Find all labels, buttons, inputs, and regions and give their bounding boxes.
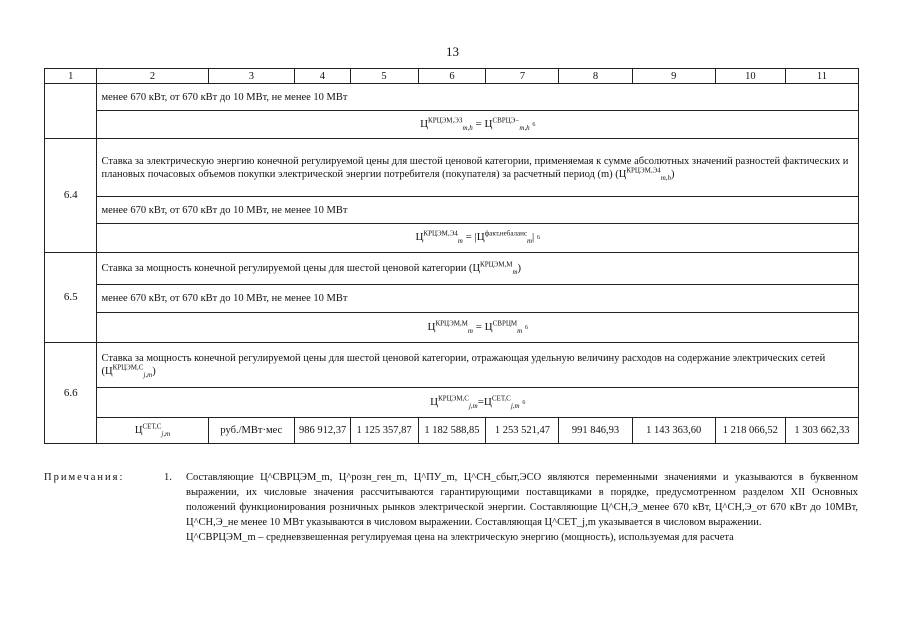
col-header: 7 bbox=[486, 69, 559, 84]
param-symbol: $Ц^{СЕТ,С}_{j,m}$ bbox=[97, 418, 208, 444]
value-cell: 1 303 662,33 bbox=[785, 418, 858, 444]
note-paragraph: Составляющие Ц^СВРЦЭМ_m, Ц^розн_ген_m, Ц^ПУ_m, Ц^СН_сбыт,ЭСО являются переменными значениями и указываются в буквенном выражении, их числовые значения рассчитываются гарантирующими поставщиками в порядке, предусмотренном разделом XII Основных положений функционирования розничных рынков электрической энергии. Составляющие Ц^СН,Э_менее 670 кВт, Ц^СН,Э_от 670 кВт до 10МВт, Ц^СН,Э_не менее 10 МВт указываются в числовом выражении. Составляющая Ц^СЕТ_j,m указывается в числовом выражении. bbox=[186, 472, 858, 528]
value-cell: 1 182 588,85 bbox=[418, 418, 486, 444]
col-header: 2 bbox=[97, 69, 208, 84]
row-number: 6.5 bbox=[45, 253, 97, 343]
rate-description: Ставка за мощность конечной регулируемой цены для шестой ценовой категории, отражающая удельную величину расходов на содержание электрических сетей $(Ц^{КРЦЭМ,С}_{j,m})$ bbox=[97, 343, 859, 388]
value-cell: 1 143 363,60 bbox=[632, 418, 715, 444]
col-header: 1 bbox=[45, 69, 97, 84]
col-header: 3 bbox=[208, 69, 294, 84]
unit-cell: руб./МВт·мес bbox=[208, 418, 294, 444]
col-header: 6 bbox=[418, 69, 486, 84]
col-header: 9 bbox=[632, 69, 715, 84]
tariff-table bbox=[44, 68, 859, 444]
value-cell: 991 846,93 bbox=[559, 418, 632, 444]
condition-text: менее 670 кВт, от 670 кВт до 10 МВт, не менее 10 МВт bbox=[97, 285, 859, 313]
col-header: 11 bbox=[785, 69, 858, 84]
col-header: 4 bbox=[295, 69, 351, 84]
condition-text: менее 670 кВт, от 670 кВт до 10 МВт, не менее 10 МВт bbox=[97, 84, 859, 111]
col-header: 8 bbox=[559, 69, 632, 84]
row-number-empty bbox=[45, 84, 97, 139]
col-header: 10 bbox=[715, 69, 785, 84]
formula: $Ц^{КРЦЭМ,С}_{j,m}=Ц^{СЕТ,С}_{j,m}$ 6 bbox=[97, 388, 859, 418]
notes-label: Примечания: bbox=[44, 472, 125, 483]
condition-text: менее 670 кВт, от 670 кВт до 10 МВт, не менее 10 МВт bbox=[97, 197, 859, 224]
rate-description: Ставка за электрическую энергию конечной регулируемой цены для шестой ценовой категории, применяемая к сумме абсолютных значений разностей фактических и плановых почасовых объемов покупки электрической энергии потребителя (покупателя) за расчетный период (m) $(Ц^{КРЦЭМ,Э4}_{m,h})$ bbox=[97, 139, 859, 197]
formula: $Ц^{КРЦЭМ,М}_m = Ц^{СВРЦМ}_m$ 6 bbox=[97, 313, 859, 343]
page-number: 13 bbox=[446, 44, 459, 59]
notes-body bbox=[186, 470, 858, 545]
value-cell: 1 253 521,47 bbox=[486, 418, 559, 444]
column-number-row bbox=[45, 69, 859, 84]
formula: $Ц^{КРЦЭМ,ЭЗ}_{m,h} = Ц^{СВРЦЭ-}_{m,h}$ 6 bbox=[97, 111, 859, 139]
row-number: 6.4 bbox=[45, 139, 97, 253]
value-cell: 986 912,37 bbox=[295, 418, 351, 444]
value-cell: 1 218 066,52 bbox=[715, 418, 785, 444]
row-number: 6.6 bbox=[45, 343, 97, 444]
value-cell: 1 125 357,87 bbox=[350, 418, 418, 444]
note-paragraph: Ц^СВРЦЭМ_m – средневзвешенная регулируемая цена на электрическую энергию (мощность), используемая для расчета bbox=[186, 532, 734, 543]
col-header: 5 bbox=[350, 69, 418, 84]
note-number: 1. bbox=[164, 472, 172, 483]
formula: $Ц^{КРЦЭМ,Э4}_m = |Ц^{факт,небаланс}_m|$ 6 bbox=[97, 224, 859, 253]
rate-description: Ставка за мощность конечной регулируемой цены для шестой ценовой категории $(Ц^{КРЦЭМ,М}_m)$ bbox=[97, 253, 859, 285]
